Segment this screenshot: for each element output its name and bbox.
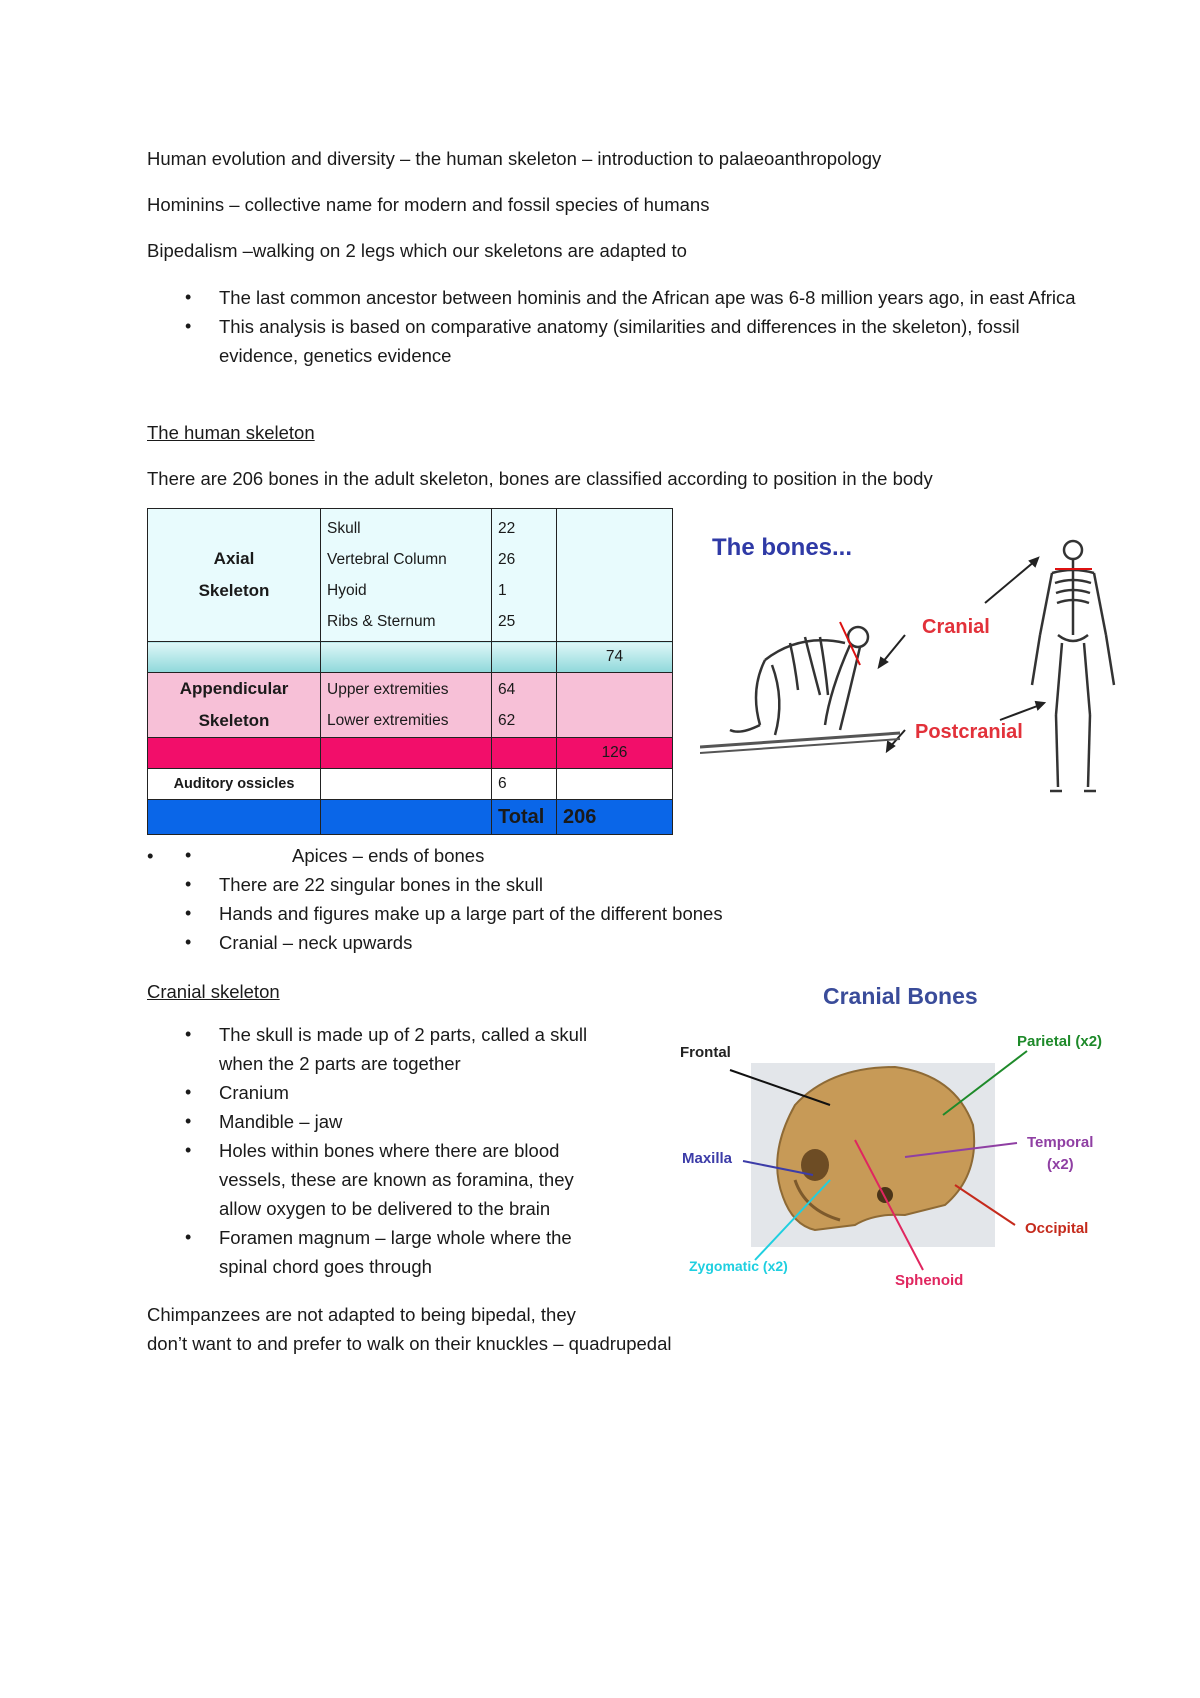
label-frontal: Frontal bbox=[680, 1044, 731, 1061]
list-item: • The last common ancestor between hominis and the African ape was 6-8 million years ago, in east Africa bbox=[147, 283, 1097, 312]
list-item: • Cranial – neck upwards bbox=[147, 928, 947, 957]
cranial-bones-figure bbox=[655, 975, 1125, 1295]
figure-title: Cranial Bones bbox=[823, 983, 978, 1009]
label-maxilla: Maxilla bbox=[682, 1150, 733, 1167]
hominins-definition: Hominins – collective name for modern and fossil species of humans bbox=[147, 194, 710, 215]
closing-line-1: Chimpanzees are not adapted to being bipedal, they bbox=[147, 1304, 576, 1325]
list-item: • Cranium bbox=[147, 1078, 617, 1107]
table-row: 126 bbox=[148, 738, 673, 769]
human-skeleton-icon bbox=[1032, 541, 1114, 791]
list-item: • This analysis is based on comparative anatomy (similarities and differences in the skeleton), fossil evidence, genetics evidence bbox=[147, 312, 1097, 370]
section-text-bones: There are 206 bones in the adult skeleton, bones are classified according to position in the body bbox=[147, 468, 933, 489]
list-item: • • Apices – ends of bones bbox=[147, 841, 947, 870]
label-cranial: Cranial bbox=[922, 616, 990, 638]
skeletons-figure bbox=[700, 525, 1120, 825]
label-sphenoid: Sphenoid bbox=[895, 1272, 964, 1289]
ape-skeleton-icon bbox=[700, 627, 900, 753]
bipedalism-definition: Bipedalism –walking on 2 legs which our skeletons are adapted to bbox=[147, 240, 687, 261]
bullet-list-cranial bbox=[147, 1020, 617, 1281]
section-title-human-skeleton: The human skeleton bbox=[147, 422, 315, 443]
bullet-list-bones bbox=[147, 841, 947, 957]
bullet-list-intro bbox=[147, 283, 1097, 370]
table-row: 74 bbox=[148, 642, 673, 673]
list-item: • There are 22 singular bones in the skull bbox=[147, 870, 947, 899]
list-item: • Hands and figures make up a large part of the different bones bbox=[147, 899, 947, 928]
label-temporal-count: (x2) bbox=[1047, 1156, 1074, 1173]
label-temporal: Temporal bbox=[1027, 1134, 1094, 1151]
list-item: • Holes within bones where there are blood vessels, these are known as foramina, they allow oxygen to be delivered to the brain bbox=[147, 1136, 617, 1223]
closing-line-2: don’t want to and prefer to walk on their knuckles – quadrupedal bbox=[147, 1333, 672, 1354]
label-parietal: Parietal (x2) bbox=[1017, 1033, 1103, 1050]
figure-title: The bones... bbox=[712, 534, 853, 561]
bones-table bbox=[147, 508, 673, 835]
list-item: • Mandible – jaw bbox=[147, 1107, 617, 1136]
table-row: Axial Skeleton Skull Vertebral Column Hyoid Ribs & Sternum 22 26 1 25 bbox=[148, 509, 673, 642]
label-zygomatic: Zygomatic (x2) bbox=[689, 1258, 788, 1274]
table-row: Auditory ossicles 6 bbox=[148, 769, 673, 800]
table-row: Total 206 bbox=[148, 800, 673, 835]
section-title-cranial-skeleton: Cranial skeleton bbox=[147, 981, 280, 1002]
list-item: • The skull is made up of 2 parts, called a skull when the 2 parts are together bbox=[147, 1020, 617, 1078]
list-item: • Foramen magnum – large whole where the spinal chord goes through bbox=[147, 1223, 617, 1281]
table-row: Appendicular Skeleton Upper extremities Lower extremities 64 62 bbox=[148, 673, 673, 738]
label-occipital: Occipital bbox=[1025, 1220, 1089, 1237]
document-heading: Human evolution and diversity – the human skeleton – introduction to palaeoanthropology bbox=[147, 148, 882, 169]
label-postcranial: Postcranial bbox=[915, 721, 1023, 743]
